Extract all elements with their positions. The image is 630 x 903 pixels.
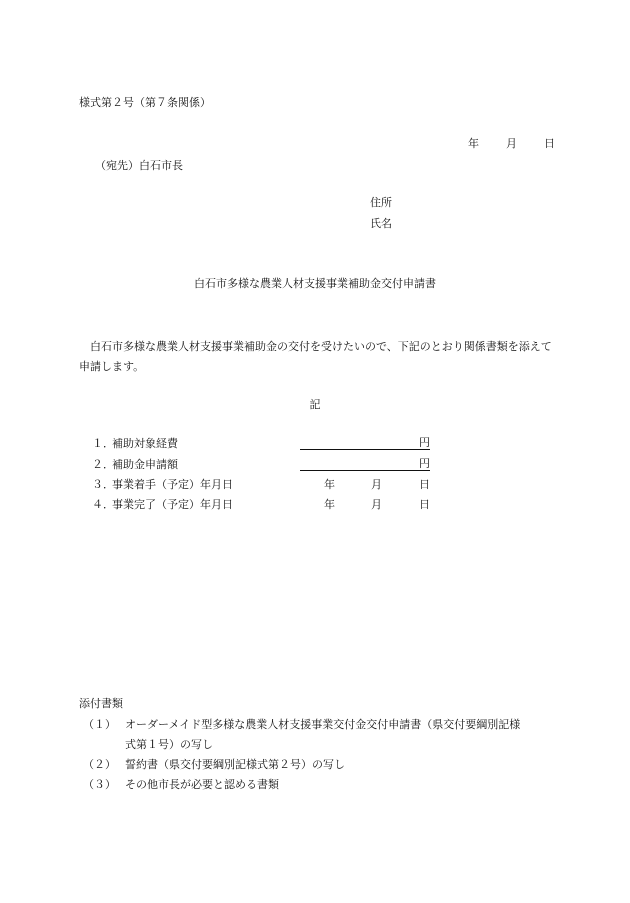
attachment-text: その他市長が必要と認める書類 — [125, 778, 279, 791]
yen-unit: 円 — [419, 436, 430, 449]
date-month: 月 — [506, 137, 517, 150]
yen-unit: 円 — [419, 457, 430, 470]
attachment-text: 誓約書（県交付要綱別記様式第２号）の写し — [125, 758, 345, 771]
item-completion-date — [92, 499, 233, 510]
ki-heading: 記 — [309, 398, 321, 411]
item-label: 補助金申請額 — [112, 458, 178, 471]
item-label: 事業完了（予定）年月日 — [112, 498, 233, 511]
item-number: ２． — [92, 458, 114, 471]
item-subsidy-request-amount — [92, 459, 178, 470]
completion-month: 月 — [371, 498, 382, 511]
name-label: 氏名 — [370, 217, 392, 230]
date-day: 日 — [544, 137, 555, 150]
attachment-text: オーダーメイド型多様な農業人材支援事業交付金交付申請書（県交付要綱別記様 — [125, 718, 521, 731]
attachment-text-continued: 式第１号）の写し — [125, 738, 213, 751]
addressee: （宛先）白石市長 — [95, 159, 183, 172]
application-statement — [79, 337, 559, 377]
address-label: 住所 — [370, 196, 392, 209]
item-subsidy-target-cost — [92, 438, 178, 449]
start-day: 日 — [419, 478, 430, 491]
completion-year: 年 — [324, 498, 335, 511]
attachment-item — [83, 779, 279, 790]
amount-field-target-cost — [300, 437, 430, 450]
attachment-item — [83, 759, 345, 770]
attachment-number: （１） — [83, 718, 116, 731]
amount-field-request-amount — [300, 458, 430, 471]
item-number: ３． — [92, 478, 114, 491]
form-number: 様式第２号（第７条関係） — [79, 96, 211, 109]
attachments-heading: 添付書類 — [79, 697, 123, 710]
submission-date — [468, 138, 555, 149]
attachment-number: （３） — [83, 778, 116, 791]
item-start-date — [92, 479, 233, 490]
start-year: 年 — [324, 478, 335, 491]
attachment-item — [83, 719, 520, 730]
document-title: 白石市多様な農業人材支援事業補助金交付申請書 — [194, 277, 436, 290]
attachment-number: （２） — [83, 758, 116, 771]
item-label: 補助対象経費 — [112, 437, 178, 450]
item-number: １． — [92, 437, 114, 450]
application-statement-text: 白石市多様な農業人材支援事業補助金の交付を受けたいので、下記のとおり関係書類を添えて申請します。 — [79, 340, 552, 373]
date-year: 年 — [468, 137, 479, 150]
completion-day: 日 — [419, 498, 430, 511]
start-month: 月 — [371, 478, 382, 491]
item-label: 事業着手（予定）年月日 — [112, 478, 233, 491]
item-number: ４． — [92, 498, 114, 511]
